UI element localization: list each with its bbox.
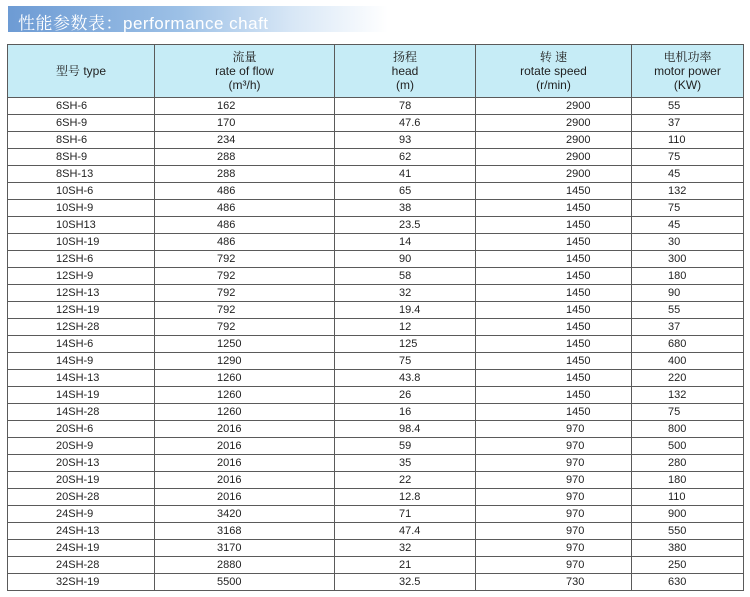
column-header-label: type [83, 64, 107, 78]
table-row [8, 353, 744, 370]
cell-motor-power: 45 [632, 166, 744, 183]
table-row [8, 166, 744, 183]
cell-motor-power: 220 [632, 370, 744, 387]
cell-flow-rate: 170 [155, 115, 335, 132]
cell-head: 47.6 [335, 115, 476, 132]
cell-model: 12SH-13 [8, 285, 155, 302]
cell-model: 12SH-28 [8, 319, 155, 336]
column-header-unit: (r/min) [536, 78, 571, 92]
cell-motor-power: 680 [632, 336, 744, 353]
cell-model: 20SH-28 [8, 489, 155, 506]
cell-speed: 1450 [476, 387, 632, 404]
cell-flow-rate: 792 [155, 319, 335, 336]
cell-head: 32 [335, 540, 476, 557]
cell-model: 10SH13 [8, 217, 155, 234]
cell-speed: 2900 [476, 132, 632, 149]
cell-model: 14SH-19 [8, 387, 155, 404]
cell-speed: 1450 [476, 251, 632, 268]
cell-motor-power: 55 [632, 98, 744, 115]
cell-flow-rate: 3168 [155, 523, 335, 540]
cell-motor-power: 250 [632, 557, 744, 574]
cell-speed: 970 [476, 489, 632, 506]
cell-speed: 2900 [476, 98, 632, 115]
cell-motor-power: 900 [632, 506, 744, 523]
column-header-label: 电机功率 [663, 50, 712, 64]
cell-motor-power: 90 [632, 285, 744, 302]
cell-speed: 970 [476, 421, 632, 438]
cell-model: 14SH-9 [8, 353, 155, 370]
table-row [8, 523, 744, 540]
cell-model: 6SH-9 [8, 115, 155, 132]
cell-flow-rate: 1260 [155, 404, 335, 421]
column-header-label: 型号 [55, 64, 80, 78]
cell-flow-rate: 3170 [155, 540, 335, 557]
cell-flow-rate: 486 [155, 234, 335, 251]
column-header-unit: (KW) [673, 78, 702, 92]
cell-flow-rate: 288 [155, 149, 335, 166]
cell-motor-power: 300 [632, 251, 744, 268]
cell-model: 8SH-13 [8, 166, 155, 183]
cell-flow-rate: 1260 [155, 370, 335, 387]
cell-model: 10SH-9 [8, 200, 155, 217]
cell-speed: 2900 [476, 149, 632, 166]
cell-speed: 1450 [476, 234, 632, 251]
table-row [8, 336, 744, 353]
cell-flow-rate: 486 [155, 183, 335, 200]
cell-motor-power: 37 [632, 319, 744, 336]
cell-speed: 970 [476, 523, 632, 540]
cell-head: 26 [335, 387, 476, 404]
cell-model: 24SH-9 [8, 506, 155, 523]
column-header-label: 流量 [232, 50, 257, 64]
table-row [8, 387, 744, 404]
cell-flow-rate: 2016 [155, 489, 335, 506]
cell-head: 59 [335, 438, 476, 455]
cell-flow-rate: 792 [155, 268, 335, 285]
table-row [8, 370, 744, 387]
cell-head: 16 [335, 404, 476, 421]
cell-head: 43.8 [335, 370, 476, 387]
cell-head: 71 [335, 506, 476, 523]
cell-head: 14 [335, 234, 476, 251]
cell-head: 65 [335, 183, 476, 200]
title-banner [8, 6, 388, 32]
table-row [8, 285, 744, 302]
column-header-label: head [391, 64, 419, 78]
table-row [8, 302, 744, 319]
cell-model: 20SH-19 [8, 472, 155, 489]
table-row [8, 115, 744, 132]
table-row [8, 200, 744, 217]
table-row [8, 421, 744, 438]
table-row [8, 132, 744, 149]
table-row [8, 234, 744, 251]
table-row [8, 98, 744, 115]
column-header-power [632, 45, 744, 98]
cell-motor-power: 110 [632, 132, 744, 149]
performance-table [7, 44, 744, 591]
cell-speed: 970 [476, 506, 632, 523]
table-row [8, 540, 744, 557]
cell-speed: 2900 [476, 115, 632, 132]
cell-speed: 730 [476, 574, 632, 591]
cell-speed: 2900 [476, 166, 632, 183]
column-header-label: rotate speed [520, 64, 587, 78]
cell-motor-power: 132 [632, 387, 744, 404]
cell-motor-power: 55 [632, 302, 744, 319]
cell-head: 12.8 [335, 489, 476, 506]
table-row [8, 149, 744, 166]
column-header-unit: (m) [396, 78, 414, 92]
table-row [8, 319, 744, 336]
cell-motor-power: 800 [632, 421, 744, 438]
cell-motor-power: 630 [632, 574, 744, 591]
cell-speed: 970 [476, 557, 632, 574]
cell-speed: 1450 [476, 302, 632, 319]
cell-model: 8SH-6 [8, 132, 155, 149]
column-header-label: motor power [654, 64, 721, 78]
cell-model: 10SH-6 [8, 183, 155, 200]
cell-speed: 1450 [476, 336, 632, 353]
cell-flow-rate: 792 [155, 251, 335, 268]
table-row [8, 455, 744, 472]
cell-head: 90 [335, 251, 476, 268]
cell-flow-rate: 486 [155, 200, 335, 217]
cell-flow-rate: 486 [155, 217, 335, 234]
column-header-flow [155, 45, 335, 98]
cell-model: 24SH-19 [8, 540, 155, 557]
cell-head: 35 [335, 455, 476, 472]
cell-motor-power: 280 [632, 455, 744, 472]
cell-flow-rate: 2016 [155, 438, 335, 455]
cell-flow-rate: 162 [155, 98, 335, 115]
cell-model: 12SH-19 [8, 302, 155, 319]
cell-model: 12SH-9 [8, 268, 155, 285]
column-header-speed [476, 45, 632, 98]
cell-motor-power: 180 [632, 472, 744, 489]
cell-model: 20SH-9 [8, 438, 155, 455]
cell-head: 22 [335, 472, 476, 489]
column-header-unit: (m³/h) [228, 78, 261, 92]
cell-model: 6SH-6 [8, 98, 155, 115]
cell-motor-power: 75 [632, 149, 744, 166]
cell-motor-power: 400 [632, 353, 744, 370]
cell-model: 20SH-13 [8, 455, 155, 472]
cell-head: 21 [335, 557, 476, 574]
page-title: 性能参数表：performance chaft [18, 14, 269, 33]
cell-speed: 1450 [476, 200, 632, 217]
cell-speed: 1450 [476, 268, 632, 285]
table-row [8, 489, 744, 506]
cell-head: 62 [335, 149, 476, 166]
table-row [8, 217, 744, 234]
column-header-label: rate of flow [215, 64, 274, 78]
cell-speed: 970 [476, 455, 632, 472]
column-header-type [8, 45, 155, 98]
table-row [8, 404, 744, 421]
cell-motor-power: 75 [632, 404, 744, 421]
table-row [8, 183, 744, 200]
cell-speed: 1450 [476, 319, 632, 336]
table-row [8, 251, 744, 268]
cell-motor-power: 30 [632, 234, 744, 251]
cell-speed: 1450 [476, 217, 632, 234]
cell-flow-rate: 1290 [155, 353, 335, 370]
cell-flow-rate: 792 [155, 285, 335, 302]
cell-speed: 970 [476, 540, 632, 557]
cell-flow-rate: 2016 [155, 472, 335, 489]
cell-flow-rate: 2016 [155, 455, 335, 472]
cell-head: 41 [335, 166, 476, 183]
cell-speed: 1450 [476, 353, 632, 370]
cell-head: 23.5 [335, 217, 476, 234]
cell-flow-rate: 288 [155, 166, 335, 183]
cell-motor-power: 132 [632, 183, 744, 200]
cell-motor-power: 45 [632, 217, 744, 234]
table-row [8, 557, 744, 574]
cell-model: 12SH-6 [8, 251, 155, 268]
cell-speed: 1450 [476, 370, 632, 387]
column-header-head [335, 45, 476, 98]
cell-head: 78 [335, 98, 476, 115]
table-body [8, 98, 744, 591]
cell-flow-rate: 234 [155, 132, 335, 149]
cell-head: 125 [335, 336, 476, 353]
cell-speed: 970 [476, 472, 632, 489]
cell-model: 14SH-13 [8, 370, 155, 387]
column-header-label: 转 速 [539, 50, 568, 64]
column-header-label: 扬程 [392, 50, 417, 64]
cell-speed: 970 [476, 438, 632, 455]
cell-motor-power: 180 [632, 268, 744, 285]
cell-model: 20SH-6 [8, 421, 155, 438]
cell-model: 14SH-6 [8, 336, 155, 353]
cell-speed: 1450 [476, 183, 632, 200]
cell-flow-rate: 1260 [155, 387, 335, 404]
cell-flow-rate: 1250 [155, 336, 335, 353]
cell-model: 24SH-13 [8, 523, 155, 540]
cell-head: 32.5 [335, 574, 476, 591]
table-header-row [8, 45, 744, 98]
cell-speed: 1450 [476, 404, 632, 421]
cell-motor-power: 500 [632, 438, 744, 455]
cell-motor-power: 380 [632, 540, 744, 557]
cell-model: 8SH-9 [8, 149, 155, 166]
cell-head: 32 [335, 285, 476, 302]
cell-head: 38 [335, 200, 476, 217]
cell-flow-rate: 2016 [155, 421, 335, 438]
cell-head: 12 [335, 319, 476, 336]
cell-motor-power: 37 [632, 115, 744, 132]
cell-head: 75 [335, 353, 476, 370]
cell-head: 93 [335, 132, 476, 149]
cell-head: 19.4 [335, 302, 476, 319]
cell-model: 32SH-19 [8, 574, 155, 591]
cell-flow-rate: 3420 [155, 506, 335, 523]
cell-flow-rate: 5500 [155, 574, 335, 591]
cell-model: 14SH-28 [8, 404, 155, 421]
table-row [8, 506, 744, 523]
cell-flow-rate: 2880 [155, 557, 335, 574]
cell-head: 98.4 [335, 421, 476, 438]
cell-head: 47.4 [335, 523, 476, 540]
table-row [8, 268, 744, 285]
cell-flow-rate: 792 [155, 302, 335, 319]
table-row [8, 472, 744, 489]
cell-model: 10SH-19 [8, 234, 155, 251]
cell-motor-power: 75 [632, 200, 744, 217]
table-row [8, 438, 744, 455]
cell-model: 24SH-28 [8, 557, 155, 574]
cell-speed: 1450 [476, 285, 632, 302]
cell-motor-power: 110 [632, 489, 744, 506]
cell-head: 58 [335, 268, 476, 285]
cell-motor-power: 550 [632, 523, 744, 540]
table-row [8, 574, 744, 591]
